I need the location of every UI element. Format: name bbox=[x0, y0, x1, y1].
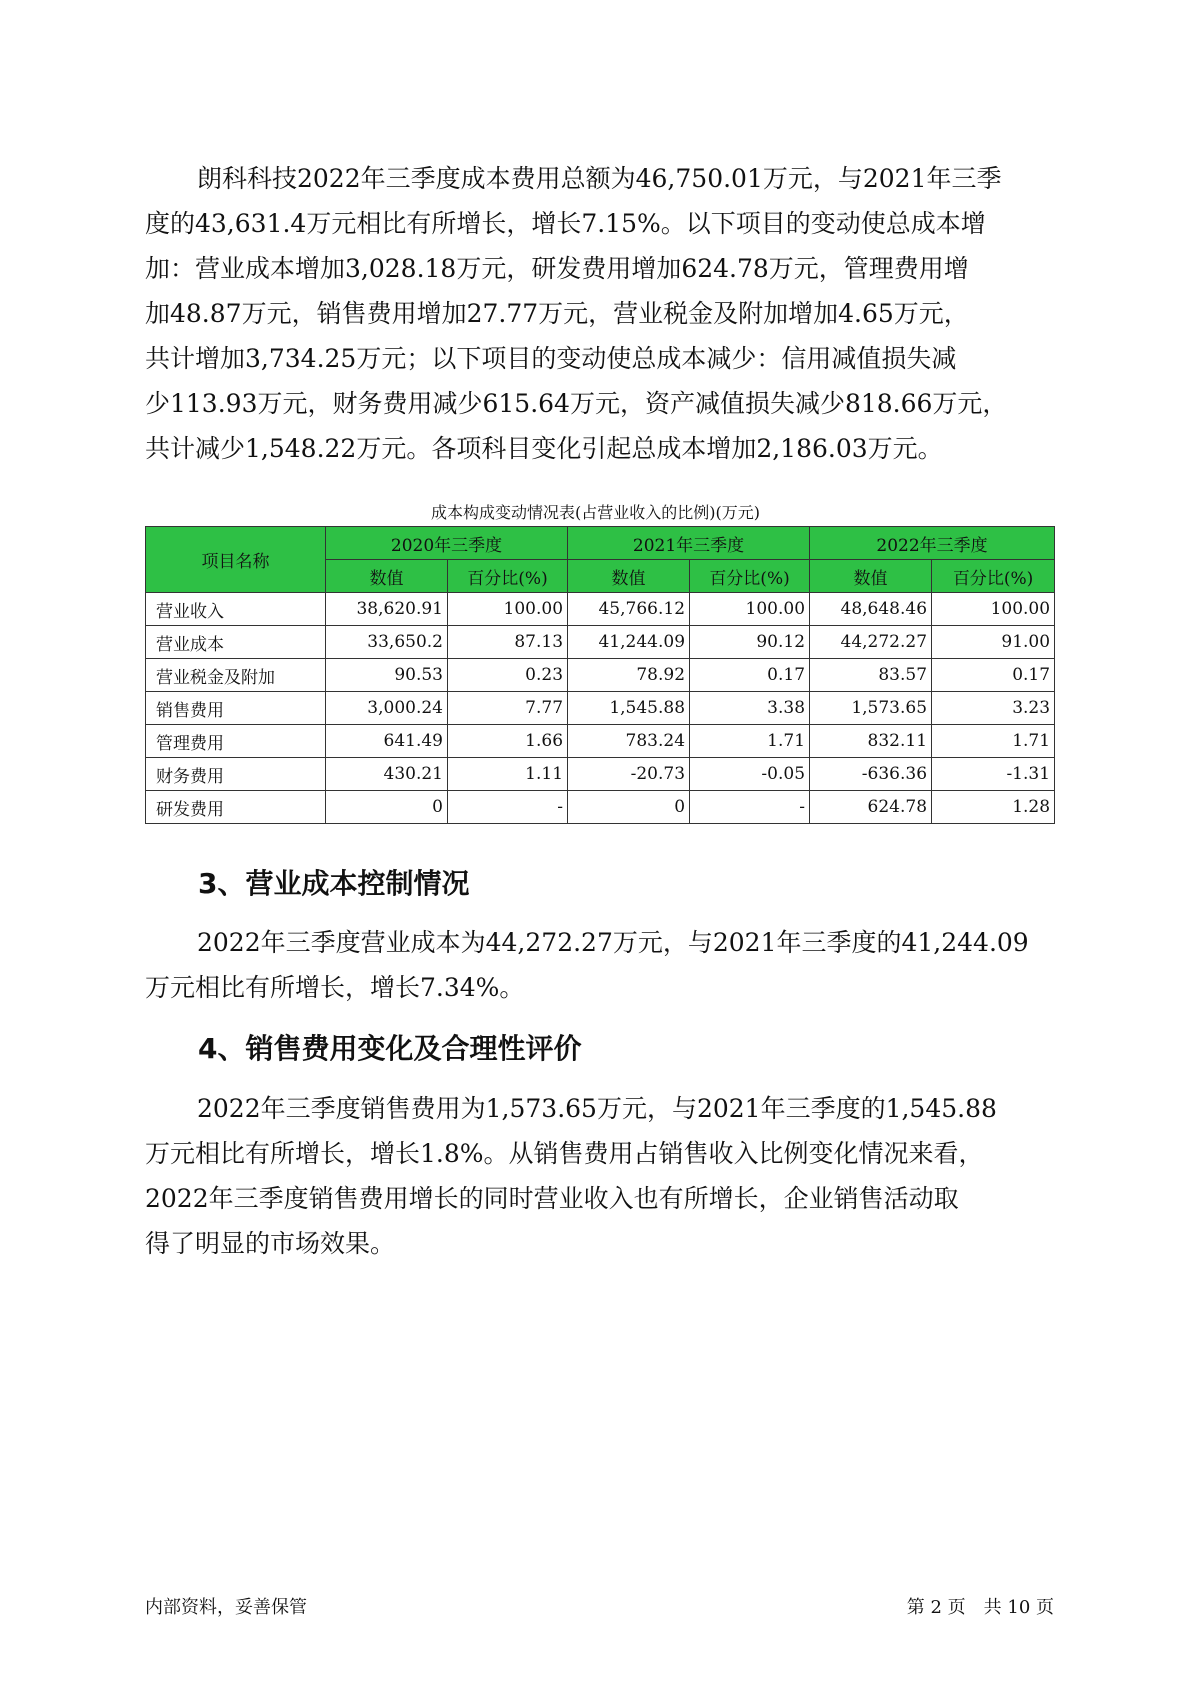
table-cell: 90.12 bbox=[690, 626, 810, 659]
cost-structure-table bbox=[145, 526, 1055, 824]
row-label: 管理费用 bbox=[146, 725, 326, 758]
table-row bbox=[146, 626, 1055, 659]
paragraph-line: 度的43,631.4万元相比有所增长，增长7.15%。以下项目的变动使总成本增 bbox=[145, 209, 986, 238]
table-cell: 430.21 bbox=[326, 758, 448, 791]
table-cell: 783.24 bbox=[568, 725, 690, 758]
table-cell: 3,000.24 bbox=[326, 692, 448, 725]
table-cell: 641.49 bbox=[326, 725, 448, 758]
subheader-value: 数值 bbox=[326, 560, 448, 593]
table-cell: 44,272.27 bbox=[810, 626, 932, 659]
table-cell: 3.23 bbox=[932, 692, 1055, 725]
table-cell: 1.11 bbox=[448, 758, 568, 791]
section-heading: 3、营业成本控制情况 bbox=[198, 867, 470, 900]
paragraph-operating-cost bbox=[145, 920, 1065, 1010]
paragraph-sales-expense bbox=[145, 1086, 1065, 1266]
row-label: 营业税金及附加 bbox=[146, 659, 326, 692]
table-cell: 78.92 bbox=[568, 659, 690, 692]
paragraph-line: 得了明显的市场效果。 bbox=[145, 1229, 396, 1258]
paragraph-cost-summary bbox=[145, 156, 1065, 471]
table-cell: 41,244.09 bbox=[568, 626, 690, 659]
column-header-item: 项目名称 bbox=[146, 527, 326, 593]
table-cell: 33,650.2 bbox=[326, 626, 448, 659]
table-cell: 100.00 bbox=[448, 593, 568, 626]
paragraph-line: 万元相比有所增长，增长1.8%。从销售费用占销售收入比例变化情况来看， bbox=[145, 1139, 984, 1168]
table-cell: 1,545.88 bbox=[568, 692, 690, 725]
row-label: 研发费用 bbox=[146, 791, 326, 824]
table-row bbox=[146, 659, 1055, 692]
row-label: 营业收入 bbox=[146, 593, 326, 626]
table-cell: 3.38 bbox=[690, 692, 810, 725]
table-cell: 48,648.46 bbox=[810, 593, 932, 626]
column-header-period: 2020年三季度 bbox=[326, 527, 568, 560]
paragraph-line: 共计减少1,548.22万元。各项科目变化引起总成本增加2,186.03万元。 bbox=[145, 434, 943, 463]
table-cell: - bbox=[690, 791, 810, 824]
table-cell: 0.17 bbox=[690, 659, 810, 692]
table-cell: -20.73 bbox=[568, 758, 690, 791]
table-cell: 83.57 bbox=[810, 659, 932, 692]
table-cell: 87.13 bbox=[448, 626, 568, 659]
table-cell: 1.66 bbox=[448, 725, 568, 758]
subheader-percent: 百分比(%) bbox=[690, 560, 810, 593]
paragraph-line: 加：营业成本增加3,028.18万元，研发费用增加624.78万元，管理费用增 bbox=[145, 254, 969, 283]
table-row bbox=[146, 791, 1055, 824]
table-row bbox=[146, 725, 1055, 758]
paragraph-line: 万元相比有所增长，增长7.34%。 bbox=[145, 973, 525, 1002]
column-header-period: 2022年三季度 bbox=[810, 527, 1055, 560]
paragraph-line: 共计增加3,734.25万元；以下项目的变动使总成本减少：信用减值损失减 bbox=[145, 344, 957, 373]
table-cell: 1.71 bbox=[932, 725, 1055, 758]
table-cell: 100.00 bbox=[932, 593, 1055, 626]
paragraph-line: 2022年三季度营业成本为44,272.27万元，与2021年三季度的41,244.09 bbox=[197, 928, 1029, 957]
column-header-period: 2021年三季度 bbox=[568, 527, 810, 560]
subheader-percent: 百分比(%) bbox=[448, 560, 568, 593]
footer-confidential-note: 内部资料，妥善保管 bbox=[145, 1597, 307, 1618]
table-cell: 1,573.65 bbox=[810, 692, 932, 725]
table-cell: 90.53 bbox=[326, 659, 448, 692]
table-cell: - bbox=[448, 791, 568, 824]
paragraph-line: 2022年三季度销售费用增长的同时营业收入也有所增长，企业销售活动取 bbox=[145, 1184, 959, 1213]
table-cell: 832.11 bbox=[810, 725, 932, 758]
table-cell: 45,766.12 bbox=[568, 593, 690, 626]
table-cell: 0 bbox=[568, 791, 690, 824]
paragraph-line: 少113.93万元，财务费用减少615.64万元，资产减值损失减少818.66万元， bbox=[145, 389, 1008, 418]
table-cell: 38,620.91 bbox=[326, 593, 448, 626]
table-cell: 0 bbox=[326, 791, 448, 824]
table-cell: 100.00 bbox=[690, 593, 810, 626]
table-cell: 1.71 bbox=[690, 725, 810, 758]
table-cell: 1.28 bbox=[932, 791, 1055, 824]
table-cell: 91.00 bbox=[932, 626, 1055, 659]
table-cell: 624.78 bbox=[810, 791, 932, 824]
footer-page-number: 第 2 页 共 10 页 bbox=[906, 1597, 1054, 1618]
row-label: 销售费用 bbox=[146, 692, 326, 725]
subheader-value: 数值 bbox=[568, 560, 690, 593]
table-row bbox=[146, 692, 1055, 725]
paragraph-line: 2022年三季度销售费用为1,573.65万元，与2021年三季度的1,545.88 bbox=[197, 1094, 997, 1123]
table-cell: -636.36 bbox=[810, 758, 932, 791]
row-label: 营业成本 bbox=[146, 626, 326, 659]
paragraph-line: 朗科科技2022年三季度成本费用总额为46,750.01万元，与2021年三季 bbox=[197, 164, 1002, 193]
subheader-percent: 百分比(%) bbox=[932, 560, 1055, 593]
table-cell: -1.31 bbox=[932, 758, 1055, 791]
row-label: 财务费用 bbox=[146, 758, 326, 791]
table-cell: 0.23 bbox=[448, 659, 568, 692]
subheader-value: 数值 bbox=[810, 560, 932, 593]
section-heading: 4、销售费用变化及合理性评价 bbox=[198, 1032, 582, 1065]
table-row bbox=[146, 593, 1055, 626]
table-row bbox=[146, 758, 1055, 791]
table-cell: 7.77 bbox=[448, 692, 568, 725]
table-cell: 0.17 bbox=[932, 659, 1055, 692]
paragraph-line: 加48.87万元，销售费用增加27.77万元，营业税金及附加增加4.65万元， bbox=[145, 299, 969, 328]
table-cell: -0.05 bbox=[690, 758, 810, 791]
table-title: 成本构成变动情况表(占营业收入的比例)(万元) bbox=[431, 503, 760, 522]
